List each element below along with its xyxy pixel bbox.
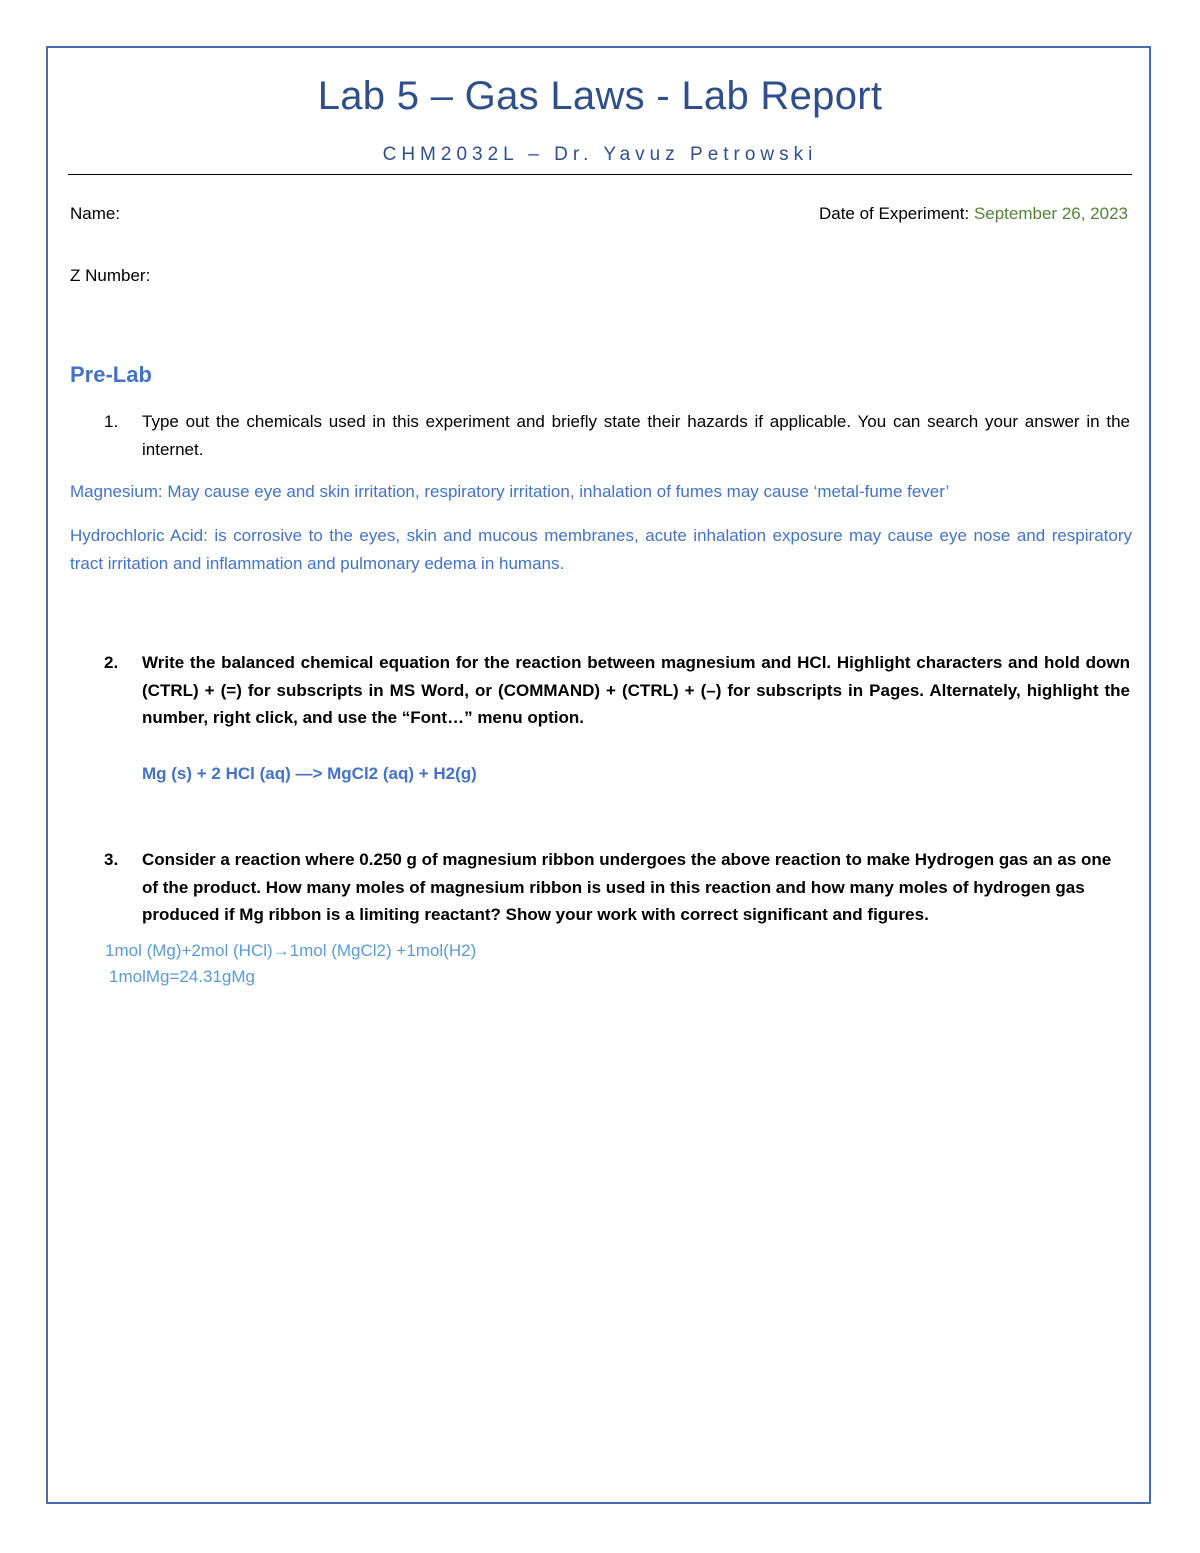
- znumber-label: Z Number:: [70, 266, 151, 285]
- question-text: Consider a reaction where 0.250 g of magnesium ribbon undergoes the above reaction to make Hydrogen gas an as one of the product. How many moles of magnesium ribbon is used in this reaction and how many moles of hydrogen gas produced if Mg ribbon is a limiting reactant? Show your work with correct significant and figures.: [142, 850, 1112, 924]
- title-divider: [68, 174, 1132, 175]
- date-label: Date of Experiment:: [818, 204, 974, 223]
- question-1: [104, 408, 1130, 463]
- date-field: [819, 204, 1128, 224]
- answer-magnesium-hazards: Magnesium: May cause eye and skin irritation, respiratory irritation, inhalation of fumes may cause ‘metal-fume fever’: [70, 482, 950, 501]
- question-text: Write the balanced chemical equation for the reaction between magnesium and HCl. Highlight characters and hold down (CTRL) + (=) for subscripts in MS Word, or (COMMAND) + (CTRL) + (–) for subscripts in Pages. Alternately, highlight the number, right click, and use the “Font…” menu option.: [142, 653, 1130, 727]
- answer-balanced-equation: Mg (s) + 2 HCl (aq) —> MgCl2 (aq) + H2(g): [142, 764, 477, 783]
- question-number: 3.: [104, 850, 119, 869]
- section-heading-prelab: Pre-Lab: [70, 362, 152, 387]
- name-label: Name:: [70, 204, 121, 223]
- page-title: Lab 5 – Gas Laws - Lab Report: [317, 74, 883, 118]
- answer-hcl-hazards: Hydrochloric Acid: is corrosive to the eyes, skin and mucous membranes, acute inhalation exposure may cause eye nose and respiratory tract irritation and inflammation and pulmonary edema in humans.: [70, 526, 1132, 573]
- question-2: [104, 649, 1130, 732]
- date-value: September 26, 2023: [973, 204, 1128, 223]
- question-text: Type out the chemicals used in this experiment and briefly state their hazards if applicable. You can search your answer in the internet.: [142, 412, 1130, 459]
- page-subtitle: CHM2032L – Dr. Yavuz Petrowski: [382, 144, 818, 165]
- answer-mole-ratio: 1mol (Mg)+2mol (HCl)→1mol (MgCl2) +1mol(H2): [105, 941, 477, 960]
- question-number: 1.: [104, 412, 119, 431]
- answer-molar-mass: 1molMg=24.31gMg: [109, 967, 256, 986]
- question-number: 2.: [104, 653, 119, 672]
- question-3: [104, 846, 1130, 929]
